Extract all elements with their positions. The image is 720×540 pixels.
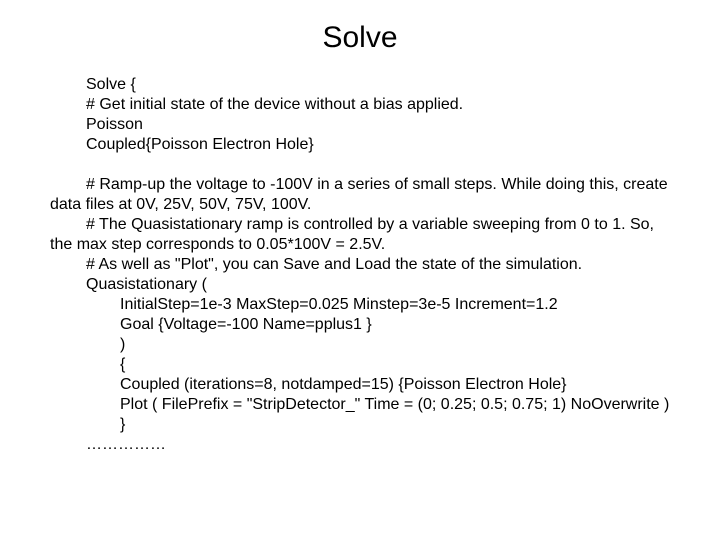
code-line-poisson: Poisson: [86, 116, 143, 133]
code-line-coupled-iterations: Coupled (iterations=8, notdamped=15) {Poisson Electron Hole}: [120, 376, 567, 393]
code-line-initial-step: InitialStep=1e-3 MaxStep=0.025 Minstep=3e-5 Increment=1.2: [120, 296, 558, 313]
code-body: [50, 75, 678, 455]
slide-title: Solve: [322, 21, 398, 54]
code-comment-initial-state: # Get initial state of the device without a bias applied.: [86, 96, 464, 113]
code-line-ellipsis: ……………: [86, 436, 166, 453]
code-line-goal: Goal {Voltage=-100 Name=pplus1 }: [120, 316, 372, 333]
code-blank-line: [50, 155, 678, 175]
code-line-solve-open: Solve {: [86, 76, 136, 93]
code-line-brace-close: }: [120, 416, 126, 433]
code-comment-quasistationary-ramp: # The Quasistationary ramp is controlled by a variable sweeping from 0 to 1. So, the max step corresponds to 0.05*100V = 2.5V.: [50, 216, 654, 253]
code-line-quasistationary-open: Quasistationary (: [86, 276, 207, 293]
code-line-paren-close: ): [120, 336, 126, 353]
code-comment-ramp-up: # Ramp-up the voltage to -100V in a series of small steps. While doing this, create data files at 0V, 25V, 50V, 75V, 100V.: [50, 176, 668, 213]
code-line-brace-open: {: [120, 356, 126, 373]
code-line-plot: Plot ( FilePrefix = "StripDetector_" Time = (0; 0.25; 0.5; 0.75; 1) NoOverwrite ): [120, 396, 670, 413]
code-comment-save-load: # As well as "Plot", you can Save and Load the state of the simulation.: [86, 256, 583, 273]
code-line-coupled: Coupled{Poisson Electron Hole}: [86, 136, 314, 153]
